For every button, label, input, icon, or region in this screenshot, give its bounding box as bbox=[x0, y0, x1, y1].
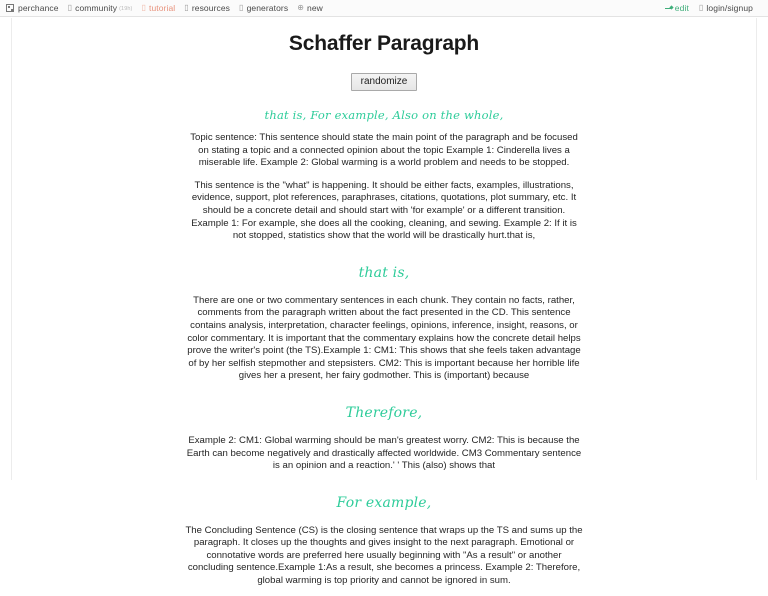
community-count-badge: (19h) bbox=[119, 6, 133, 12]
book-icon: ▯ bbox=[141, 3, 146, 12]
paragraph-topic-sentence: Topic sentence: This sentence should state the main point of the paragraph and be focused on stating a topic and a connected opinion about the topic Example 1: Cinderella lives a miserable life. Example 2: Global warming is a world problem and needs to be stopped. bbox=[190, 132, 578, 169]
book-icon: ▯ bbox=[184, 3, 189, 12]
randomize-button-row bbox=[12, 71, 756, 91]
paragraph-commentary: There are one or two commentary sentences in each chunk. They contain no facts, rather, comments from the paragraph written about the fact presented in the CD. This sentence contains analysis, interpretation, character feelings, opinions, inference, insight, reasons, or color commentary. It is important that the commentary explains how the concrete detail helps prove the writer's point (the TS).Example 1: CM1: This shows that she feels taken advantage of by her selfish stepmother and stepsisters. CM2: This is important because her horrible life gives her a present, her fairy godmother. This is (important) because bbox=[187, 294, 581, 382]
nav-label-perchance: perchance bbox=[18, 2, 59, 13]
nav-item-login-signup[interactable] bbox=[699, 4, 753, 13]
book-icon: ▯ bbox=[698, 3, 704, 12]
randomize-button[interactable]: randomize bbox=[351, 73, 418, 91]
transition-list-heading: that is, For example, Also on the whole, bbox=[264, 108, 504, 122]
nav-item-edit[interactable] bbox=[665, 4, 689, 13]
pencil-icon bbox=[665, 8, 672, 9]
paragraph-commentary-example-2: Example 2: CM1: Global warming should be man's greatest worry. CM2: This is because the Earth can become negatively and drastically affected worldwide. CM3 Commentary sentence is an opinion and a reaction.' ' This (also) shows that bbox=[186, 434, 582, 472]
nav-item-new[interactable] bbox=[297, 4, 323, 13]
nav-item-community[interactable] bbox=[68, 4, 133, 13]
generator-content bbox=[12, 18, 756, 596]
nav-label-resources: resources bbox=[191, 2, 231, 13]
paragraph-concrete-detail: This sentence is the "what" is happening. It should be either facts, examples, illustrations, evidence, support, plot references, paraphrases, citations, quotations, plot summary, etc. It should be a concrete detail and should start with 'for example' or a different transition. Example 1: For example, she does all the cooking, cleaning, and sewing. Example 2: If it is not stopped, statistics show that the world will be drastically hurt.that is, bbox=[191, 179, 577, 242]
navbar-left-group bbox=[6, 4, 665, 13]
nav-item-tutorial[interactable] bbox=[141, 4, 175, 13]
nav-label-tutorial: tutorial bbox=[148, 2, 176, 13]
section-heading-therefore: Therefore, bbox=[345, 404, 423, 421]
top-navbar bbox=[0, 0, 768, 17]
nav-label-edit: edit bbox=[674, 2, 689, 13]
nav-label-new: new bbox=[307, 2, 323, 13]
page-title: Schaffer Paragraph bbox=[288, 32, 480, 55]
nav-item-generators[interactable] bbox=[239, 4, 288, 13]
navbar-right-group bbox=[665, 4, 762, 13]
globe-icon: ⊕ bbox=[297, 3, 305, 12]
nav-label-generators: generators bbox=[246, 2, 289, 13]
section-heading-that-is: that is, bbox=[358, 264, 410, 281]
nav-item-resources[interactable] bbox=[184, 4, 230, 13]
book-icon: ▯ bbox=[67, 3, 73, 12]
nav-label-community: community bbox=[75, 2, 118, 13]
perchance-square-icon bbox=[6, 4, 14, 12]
nav-label-login-signup: login/signup bbox=[706, 2, 753, 13]
paragraph-concluding-sentence: The Concluding Sentence (CS) is the closing sentence that wraps up the TS and sums up the paragraph. It closes up the thoughts and gives insight to the next paragraph. Emotional or connotative words are preferred here usually beginning with "As a result" or another concluding sentence.Example 1:As a result, she becomes a princess. Example 2: Therefore, global warming is top priority and cannot be ignored in sum. bbox=[185, 524, 583, 587]
nav-item-perchance[interactable] bbox=[6, 4, 59, 13]
section-heading-for-example: For example, bbox=[336, 494, 432, 511]
generator-page-frame bbox=[11, 18, 757, 587]
book-icon: ▯ bbox=[239, 3, 244, 12]
